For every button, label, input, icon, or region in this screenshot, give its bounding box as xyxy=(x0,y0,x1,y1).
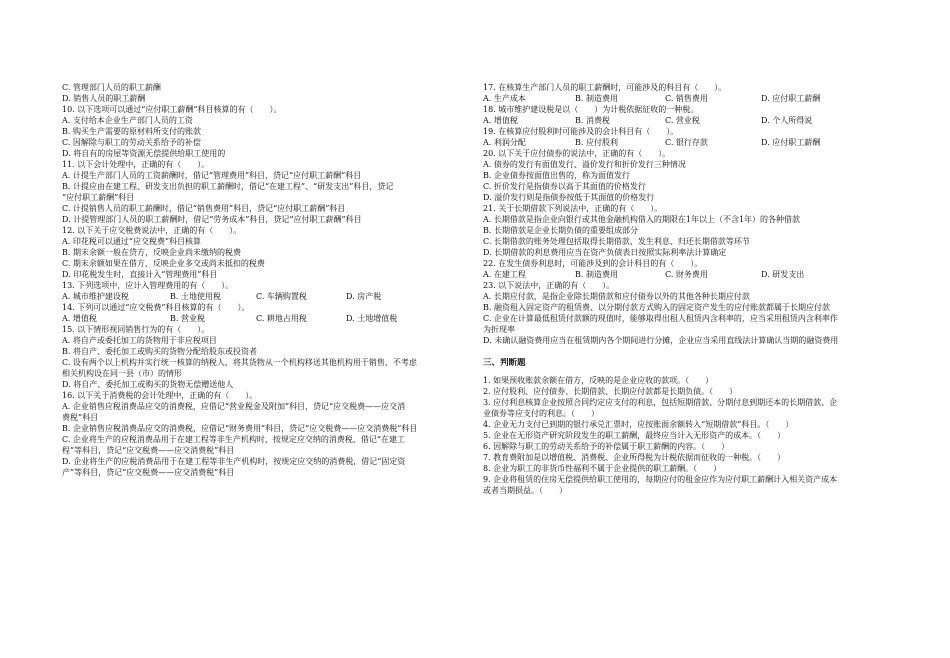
option-text: B. 营业税 xyxy=(170,314,205,323)
option-row xyxy=(483,269,888,280)
option-row xyxy=(62,291,470,302)
option-text: A. 在建工程 xyxy=(483,270,526,279)
text-line: D. 印花税发生时，直接计入“管理费用”科目 xyxy=(62,270,218,279)
text-line: C. 折价发行是指债券以高于其面值的价格发行 xyxy=(483,182,646,191)
option-text: C. 财务费用 xyxy=(665,270,708,279)
text-line: 2. 应付股利、应付债券、长期借款、长期应付款都是长期负债。（ ） xyxy=(483,387,738,396)
text-line: 为折现率 xyxy=(483,325,515,334)
text-line: 15. 以下情形视同销售行为的有（ ）。 xyxy=(62,325,210,334)
option-text: A. 城市维护建设税 xyxy=(62,292,129,301)
text-line: 4. 企业无力支付已到期的银行承兑汇票时，应按账面余额转入“短期借款”科目。（ ） xyxy=(483,420,794,429)
text-line: 3. 应付利息核算企业按照合同约定应支付的利息，包括短期借款、分期付息到期还本的长期借款、企 xyxy=(483,398,838,407)
text-line: D. 计提管理部门人员的职工薪酬时，借记“劳务成本”科目，贷记“应付职工薪酬”科目 xyxy=(62,215,362,224)
text-line: B. 期末余额一般在贷方，反映企业尚未缴纳的税费 xyxy=(62,248,241,257)
section-heading: 三、判断题 xyxy=(483,358,526,368)
text-line: 9. 企业将租赁的住房无偿提供给职工使用的，每期应付的租金应作为应付职工薪酬计入相关资产成本 xyxy=(483,475,838,484)
text-line: 费税”科目 xyxy=(62,413,99,422)
option-text: C. 车辆购置税 xyxy=(256,292,307,301)
text-line: C. 企业在计算最低租赁付款额的现值时，能够取得出租人租赁内含利率的，应当采用租赁内含利率作 xyxy=(483,314,838,323)
option-text: D. 应付职工薪酬 xyxy=(761,138,821,147)
text-line: B. 将自产、委托加工或购买的货物分配给股东或投资者 xyxy=(62,347,257,356)
text-line: D. 销售人员的职工薪酬 xyxy=(62,94,146,103)
text-line: D. 将自有的房屋等资源无偿提供给职工使用的 xyxy=(62,149,226,158)
option-text: C. 销售费用 xyxy=(665,94,708,103)
text-line: D. 将自产、委托加工或购买的货物无偿赠送他人 xyxy=(62,380,234,389)
text-line: B. 长期借款是企业长期负债的重要组成部分 xyxy=(483,226,638,235)
text-line: 18. 城市维护建设税是以（ ）为计税依据征收的一种税。 xyxy=(483,105,699,114)
text-line: 1. 如果预收账款余额在借方，反映的是企业应收的款项。（ ） xyxy=(483,376,714,385)
text-line: 22. 在发生债券利息时，可能涉及到的会计科目的有（ ）。 xyxy=(483,259,703,268)
left-column xyxy=(62,82,470,478)
text-line: 8. 企业为职工的非货币性福利不属于企业提供的职工薪酬。（ ） xyxy=(483,464,722,473)
text-line: B. 购买生产需要的原材料所支付的账款 xyxy=(62,127,201,136)
option-text: D. 研发支出 xyxy=(761,270,805,279)
text-line: A. 将自产或委托加工的货物用于非应税项目 xyxy=(62,336,217,345)
option-text: C. 营业税 xyxy=(665,116,700,125)
option-text: A. 增值税 xyxy=(483,116,518,125)
text-line: D. 溢价发行则是指债券按低于其面值的价格发行 xyxy=(483,193,655,202)
option-text: D. 应付职工薪酬 xyxy=(761,94,821,103)
option-text: D. 个人所得说 xyxy=(761,116,813,125)
text-line: C. 长期借款的账务处理包括取得长期借款、发生利息、归还长期借款等环节 xyxy=(483,237,750,246)
text-line: “应付职工薪酬”科目 xyxy=(62,193,135,202)
text-line: 23. 以下说法中，正确的有（ ）。 xyxy=(483,281,615,290)
text-line: A. 债券的发行有面值发行、溢价发行和折价发行三种情况 xyxy=(483,160,686,169)
option-row xyxy=(483,137,888,148)
text-line: B. 融资租入固定资产的租赁费、以分期付款方式购入的固定资产发生的应付账款都属于长期应付款 xyxy=(483,303,830,312)
text-line: C. 计提销售人员的职工薪酬时，借记“销售费用”科目，贷记“应付职工薪酬”科目 xyxy=(62,204,346,213)
text-line: 20. 以下关于应付债券的说法中，正确的有（ ）。 xyxy=(483,149,671,158)
option-row xyxy=(483,93,888,104)
option-text: A. 增值税 xyxy=(62,314,97,323)
text-line: 5. 企业在无形资产研究阶段发生的职工薪酬，最终应当计入无形资产的成本。（ ） xyxy=(483,431,786,440)
text-line: A. 长期借款是指企业向银行或其他金融机构借入的期限在1年以上（不含1年）的各种借款 xyxy=(483,215,801,224)
option-text: B. 消费税 xyxy=(575,116,610,125)
text-line: 16. 以下关于消费税的会计处理中，正确的有（ ）。 xyxy=(62,391,258,400)
option-text: D. 土地增值税 xyxy=(346,314,398,323)
text-line: C. 因解除与职工的劳动关系给予的补偿 xyxy=(62,138,201,147)
text-line: C. 企业将生产的应税消费品用于在建工程等非生产机构时，按规定应交纳的消费税，借记“在建工 xyxy=(62,435,406,444)
text-line: B. 企业债券按面值出售的，称为面值发行 xyxy=(483,171,630,180)
option-text: A. 生产成本 xyxy=(483,94,526,103)
text-line: 17. 在核算生产部门人员的职工薪酬时，可能涉及的科目有（ ）。 xyxy=(483,83,727,92)
text-line: 程”等科目，贷记“应交税费——应交消费税”科目 xyxy=(62,446,235,455)
text-line: 7. 教育费附加是以增值税、消费税、企业所得税为计税依据而征收的一种税。（ ） xyxy=(483,453,786,462)
text-line: 19. 在核算应付股利时可能涉及的会计科目有（ ）。 xyxy=(483,127,679,136)
text-line: A. 支付给本企业生产部门人员的工资 xyxy=(62,116,193,125)
text-line: A. 计提生产部门人员的工资薪酬时，借记“管理费用”科目，贷记“应付职工薪酬”科目 xyxy=(62,171,362,180)
text-line: 或者当期损益。（ ） xyxy=(483,486,567,495)
option-text: C. 耕地占用税 xyxy=(256,314,307,323)
right-column xyxy=(483,82,888,496)
option-text: B. 制造费用 xyxy=(575,94,618,103)
option-text: D. 房产税 xyxy=(346,292,382,301)
text-line: C. 期末余额如果在借方，反映企业多交或尚未抵扣的税费 xyxy=(62,259,265,268)
text-line: A. 印花税可以通过“应交税费”科目核算 xyxy=(62,237,202,246)
option-text: B. 制造费用 xyxy=(575,270,618,279)
text-line: C. 管理部门人员的职工薪酬 xyxy=(62,83,161,92)
text-line: 14. 下列可以通过“应交税费”科目核算的有（ ）。 xyxy=(62,303,250,312)
text-line: A. 企业销售应税消费品应交的消费税，应借记“营业税金及附加”科目，贷记“应交税费——应交消 xyxy=(62,402,406,411)
text-line: D. 未确认融资费用应当在租赁期内各个期间进行分摊，企业应当采用直线法计算确认当期的融资费用 xyxy=(483,336,839,345)
text-line: 6. 因解除与职工的劳动关系给予的补偿属于职工薪酬的内容。（ ） xyxy=(483,442,730,451)
text-line: 产”等科目，贷记“应交税费——应交消费税”科目 xyxy=(62,468,235,477)
option-text: A. 利润分配 xyxy=(483,138,526,147)
option-text: B. 应付股利 xyxy=(575,138,618,147)
text-line: D. 长期借款的利息费用应当在资产负债表日按照实际利率法计算确定 xyxy=(483,248,727,257)
option-row xyxy=(483,115,888,126)
option-text: B. 土地使用税 xyxy=(170,292,221,301)
option-row xyxy=(62,313,470,324)
text-line: 13. 下列选项中，应计入管理费用的有（ ）。 xyxy=(62,281,234,290)
text-line: B. 企业销售应税消费品应交的消费税，应借记“财务费用”科目，贷记“应交税费——应交消费税”科目 xyxy=(62,424,418,433)
text-line: 相关机构设在同一县（市）的情形 xyxy=(62,369,182,378)
text-line: 10. 以下选项可以通过“应付职工薪酬”科目核算的有（ ）。 xyxy=(62,105,282,114)
text-line: 12. 以下关于应交税费说法中，正确的有（ ）。 xyxy=(62,226,242,235)
text-line: D. 企业将生产的应税消费品用于在建工程等非生产机构时，按规定应交纳的消费税，借记“固定资 xyxy=(62,457,406,466)
text-line: 21. 关于长期借款下列说法中，正确的有（ ）。 xyxy=(483,204,663,213)
text-line: C. 设有两个以上机构并实行统一核算的纳税人，将其货物从一个机构移送其他机构用于销售，不考虑 xyxy=(62,358,417,367)
text-line: 业债券等应支付的利息。（ ） xyxy=(483,409,599,418)
option-text: C. 银行存款 xyxy=(665,138,708,147)
text-line: A. 长期应付款，是指企业除长期借款和应付债券以外的其他各种长期应付款 xyxy=(483,292,750,301)
text-line: B. 计提应由在建工程、研发支出负担的职工薪酬时，借记“在建工程”、“研发支出”科目，贷记 xyxy=(62,182,394,191)
text-line: 11. 以下会计处理中，正确的有（ ）。 xyxy=(62,160,210,169)
